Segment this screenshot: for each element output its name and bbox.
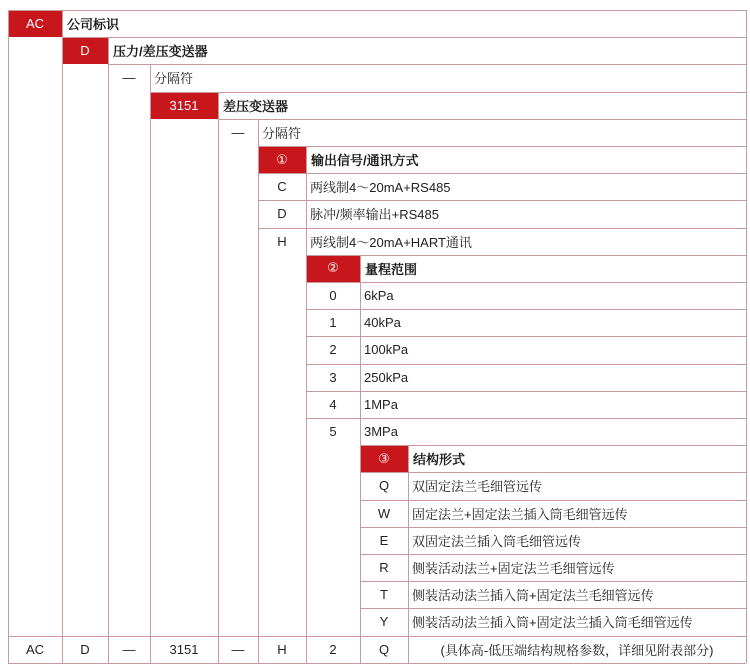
example-code-6: H — [277, 641, 287, 657]
output-signal-option-code: H — [277, 233, 287, 249]
grid-line-horizontal — [108, 64, 746, 65]
grid-line-vertical — [258, 119, 259, 663]
example-code-2: D — [80, 641, 90, 657]
company-id-code: AC — [8, 10, 62, 37]
output-signal-option-code: D — [277, 206, 287, 222]
grid-line-horizontal — [306, 418, 746, 419]
grid-line-horizontal — [360, 472, 746, 473]
grid-line-horizontal — [8, 663, 746, 664]
example-code-1: AC — [25, 641, 45, 657]
separator-1-code: — — [122, 70, 136, 86]
grid-line-vertical — [360, 255, 361, 663]
output-signal-title: 输出信号/通讯方式 — [311, 153, 419, 169]
structure-option-desc: 双固定法兰插入筒毛细管远传 — [412, 533, 582, 549]
structure-option-code: W — [377, 505, 391, 521]
structure-option-desc: 侧装活动法兰插入筒+固定法兰插入筒毛细管远传 — [412, 615, 693, 631]
structure-code: ③ — [360, 445, 408, 472]
example-code-8: Q — [378, 641, 390, 657]
grid-line-horizontal — [360, 527, 746, 528]
range-option-desc: 100kPa — [364, 342, 409, 358]
grid-line-vertical — [62, 10, 63, 663]
structure-option-desc: 双固定法兰毛细管远传 — [412, 479, 543, 495]
range-option-code: 2 — [329, 342, 337, 358]
range-option-desc: 6kPa — [364, 288, 394, 304]
product-type-title: 压力/差压变送器 — [113, 44, 208, 60]
grid-line-horizontal — [218, 119, 746, 120]
range-option-desc: 3MPa — [364, 424, 398, 440]
grid-line-horizontal — [258, 146, 746, 147]
output-signal-option-desc: 两线制4～20mA+HART通讯 — [310, 234, 472, 250]
example-code-7: 2 — [329, 641, 337, 657]
separator-2-code: — — [231, 124, 245, 140]
output-signal-option-code: C — [277, 179, 287, 195]
structure-option-code: R — [379, 560, 389, 576]
grid-line-horizontal — [306, 364, 746, 365]
output-signal-code: ① — [258, 146, 306, 173]
range-option-desc: 1MPa — [364, 396, 398, 412]
grid-line-horizontal — [360, 554, 746, 555]
grid-line-vertical — [8, 10, 9, 663]
grid-line-horizontal — [306, 282, 746, 283]
structure-option-desc: 侧装活动法兰插入筒+固定法兰毛细管远传 — [412, 588, 654, 604]
structure-title: 结构形式 — [413, 452, 466, 468]
grid-line-vertical — [218, 92, 219, 663]
range-title: 量程范围 — [365, 261, 418, 277]
grid-line-horizontal — [62, 37, 746, 38]
model-code: 3151 — [150, 92, 218, 119]
range-option-code: 4 — [329, 396, 337, 412]
range-option-desc: 40kPa — [364, 315, 401, 331]
example-code-3: — — [122, 641, 136, 657]
example-code-5: — — [231, 641, 245, 657]
structure-option-code: Q — [378, 478, 390, 494]
model-title: 差压变送器 — [223, 98, 289, 114]
grid-line-horizontal — [306, 391, 746, 392]
structure-option-desc: 固定法兰+固定法兰插入筒毛细管远传 — [412, 506, 628, 522]
example-note: (具体高-低压端结构规格参数，详细见附表部分) — [440, 642, 714, 658]
range-option-code: 1 — [329, 315, 337, 331]
output-signal-option-desc: 两线制4～20mA+RS485 — [310, 180, 451, 196]
range-option-code: 5 — [329, 424, 337, 440]
output-signal-option-desc: 脉冲/频率输出+RS485 — [310, 207, 439, 223]
example-code-4: 3151 — [169, 641, 199, 657]
grid-line-horizontal — [150, 92, 746, 93]
grid-line-horizontal — [258, 200, 746, 201]
structure-option-code: T — [380, 587, 388, 603]
grid-line-horizontal — [360, 581, 746, 582]
grid-line-vertical — [108, 37, 109, 663]
structure-option-code: Y — [379, 614, 389, 630]
grid-line-vertical — [306, 146, 307, 663]
range-option-desc: 250kPa — [364, 369, 409, 385]
grid-line-vertical — [746, 10, 747, 663]
range-option-code: 3 — [329, 369, 337, 385]
grid-line-horizontal — [306, 255, 746, 256]
separator-1-title: 分隔符 — [154, 71, 194, 87]
range-option-code: 0 — [329, 288, 337, 304]
grid-line-vertical — [150, 64, 151, 662]
separator-2-title: 分隔符 — [262, 125, 302, 141]
grid-line-horizontal — [306, 336, 746, 337]
grid-line-horizontal — [8, 10, 746, 11]
range-code: ② — [306, 255, 360, 282]
structure-option-code: E — [379, 532, 389, 548]
product-type-code: D — [62, 37, 108, 64]
grid-line-horizontal — [360, 445, 746, 446]
grid-line-horizontal — [258, 228, 746, 229]
company-id-title: 公司标识 — [67, 17, 120, 33]
grid-line-horizontal — [258, 173, 746, 174]
grid-line-horizontal — [360, 608, 746, 609]
structure-option-desc: 侧装活动法兰+固定法兰毛细管远传 — [412, 561, 615, 577]
grid-line-vertical — [408, 445, 409, 663]
grid-line-horizontal — [360, 500, 746, 501]
grid-line-horizontal — [306, 309, 746, 310]
